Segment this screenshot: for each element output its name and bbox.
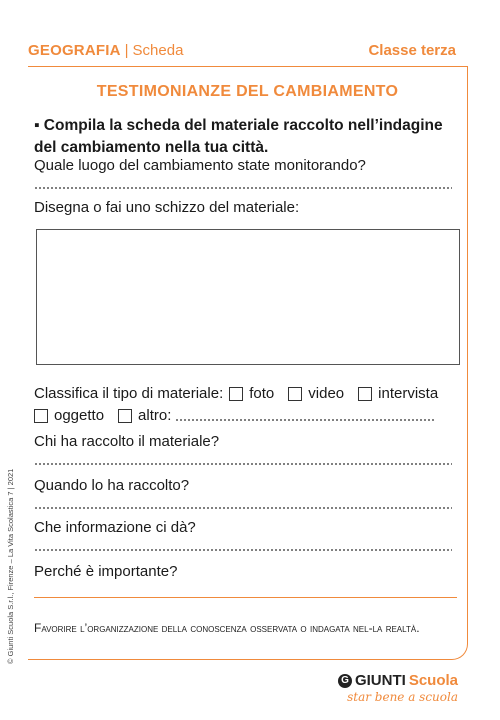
question-draw: Disegna o fai uno schizzo del materiale: xyxy=(34,199,300,216)
question-when: Quando lo ha raccolto? xyxy=(34,477,190,494)
option-video-label: video xyxy=(308,385,345,402)
publisher-logo xyxy=(338,672,458,704)
sheet-type: Scheda xyxy=(132,42,184,59)
option-altro-label: altro: xyxy=(138,407,172,424)
question-info: Che informazione ci dà? xyxy=(34,519,196,536)
option-oggetto-label: oggetto xyxy=(54,407,105,424)
instruction-text: ▪ Compila la scheda del materiale raccolto nell’indagine del cambiamento nella tua città. xyxy=(34,117,443,156)
checkbox-oggetto[interactable] xyxy=(34,409,48,423)
drawing-box[interactable] xyxy=(36,229,460,365)
classify-row xyxy=(34,385,438,402)
logo-tagline: star bene a scuola xyxy=(347,690,458,704)
option-intervista-label: intervista xyxy=(378,385,439,402)
question-classify: Classifica il tipo di materiale: xyxy=(34,385,224,402)
worksheet-title: TESTIMONIANZE DEL CAMBIAMENTO xyxy=(96,83,399,100)
answer-line-place[interactable] xyxy=(34,187,452,189)
page-header xyxy=(28,38,456,67)
subject-name: GEOGRAFIA xyxy=(28,42,121,59)
grade-label: Classe terza xyxy=(368,42,456,59)
teacher-note: Favorire l’organizzazione della conoscenza osservata o indagata nel-la realtà. xyxy=(34,621,420,635)
logo-giunti: GIUNTI xyxy=(354,672,406,689)
answer-line-info[interactable] xyxy=(34,549,452,551)
option-foto-label: foto xyxy=(249,385,275,402)
header-separator: | xyxy=(124,42,129,59)
checkbox-intervista[interactable] xyxy=(358,387,372,401)
checkbox-video[interactable] xyxy=(288,387,302,401)
question-place: Quale luogo del cambiamento state monitorando? xyxy=(34,157,366,174)
logo-scuola: Scuola xyxy=(408,672,458,689)
checkbox-altro[interactable] xyxy=(118,409,132,423)
note-divider xyxy=(34,597,457,598)
checkbox-foto[interactable] xyxy=(229,387,243,401)
question-who: Chi ha raccolto il materiale? xyxy=(34,433,220,450)
classify-row-2 xyxy=(28,407,435,424)
answer-line-when[interactable] xyxy=(34,507,452,509)
worksheet-card xyxy=(28,66,468,660)
answer-line-who[interactable] xyxy=(34,463,452,465)
giunti-g-icon: G xyxy=(338,674,352,688)
question-why: Perché è importante? xyxy=(34,563,178,580)
answer-line-altro[interactable] xyxy=(175,419,435,421)
subject-label xyxy=(28,42,183,59)
side-credit: © Giunti Scuola S.r.l., Firenze – La Vita Scolastica 7 | 2021 xyxy=(6,468,15,664)
logo-wordmark xyxy=(338,672,458,689)
